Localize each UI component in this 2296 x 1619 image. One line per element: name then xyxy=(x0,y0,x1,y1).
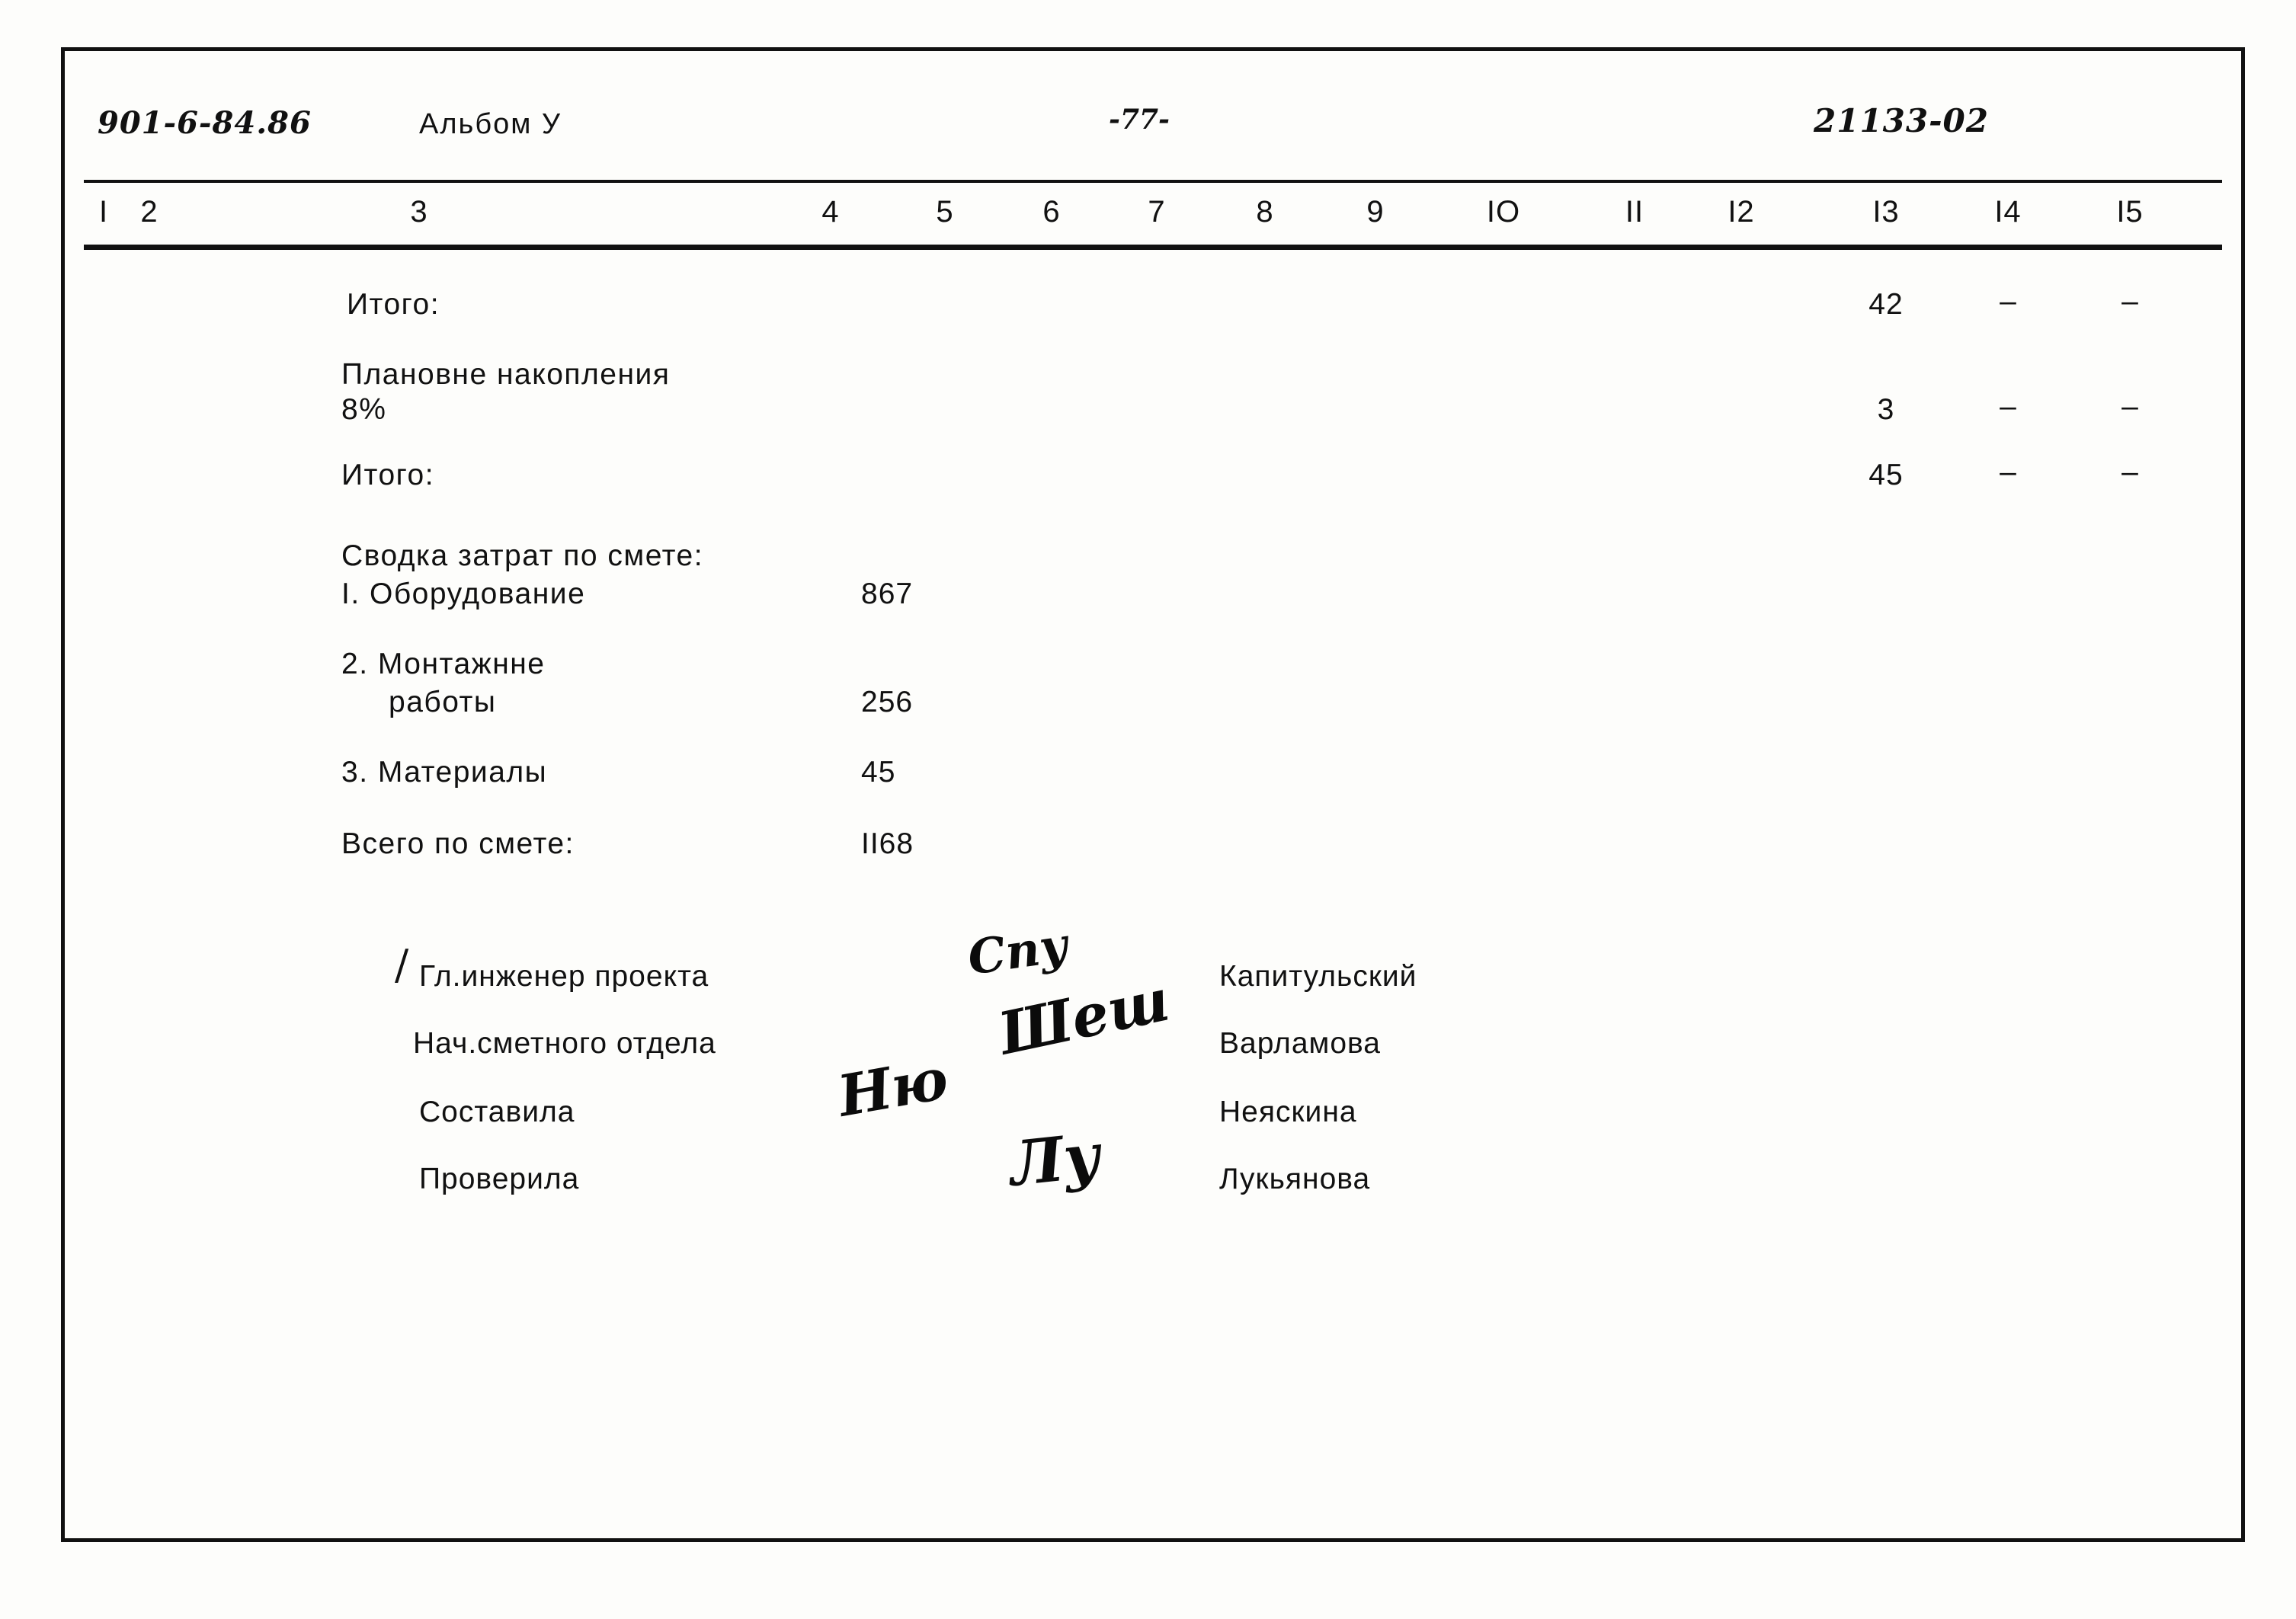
signature-name-estimate-head: Варламова xyxy=(1219,1027,1381,1060)
row-total-2-col13: 45 xyxy=(1869,459,1904,491)
column-header-6: 6 xyxy=(1042,195,1061,229)
signature-role-estimate-head: Нач.сметного отдела xyxy=(413,1027,716,1060)
summary-item-2-label-cont: работы xyxy=(389,686,497,718)
handwritten-signature-estimate-head: Шеш xyxy=(993,965,1175,1068)
page-number: -77- xyxy=(1109,104,1170,136)
column-header-7: 7 xyxy=(1148,195,1166,229)
column-header-11: II xyxy=(1625,195,1644,229)
row-label-total-2: Итого: xyxy=(341,459,435,491)
signature-name-checker: Лукьянова xyxy=(1219,1163,1371,1195)
column-header-4: 4 xyxy=(821,195,840,229)
signature-name-compiler: Неяскина xyxy=(1219,1096,1357,1128)
row-label-total-1: Итого: xyxy=(347,288,440,321)
row-planned-col15: – xyxy=(2121,390,2138,423)
handwritten-signature-chief-engineer: Спу xyxy=(964,917,1071,986)
signature-role-checker: Проверила xyxy=(419,1163,580,1195)
handwritten-signature-checker: Лу xyxy=(1006,1119,1104,1200)
column-header-13: I3 xyxy=(1872,195,1900,229)
column-header-10: IO xyxy=(1486,195,1521,229)
row-total-1-col13: 42 xyxy=(1869,288,1904,321)
row-label-planned-savings-percent: 8% xyxy=(341,393,387,426)
handwritten-signature-compiler: Ню xyxy=(833,1046,953,1130)
signature-role-chief-engineer: Гл.инженер проекта xyxy=(419,960,709,993)
summary-item-3-value: 45 xyxy=(861,756,896,789)
row-total-1-col14: – xyxy=(2000,285,2016,318)
column-header-1: I xyxy=(98,195,109,229)
document-number: 21133-02 xyxy=(1814,102,1989,139)
summary-item-2-value: 256 xyxy=(861,686,914,718)
pen-slash-mark: / xyxy=(395,941,409,989)
column-header-8: 8 xyxy=(1256,195,1274,229)
column-header-12: I2 xyxy=(1728,195,1755,229)
row-planned-col13: 3 xyxy=(1877,393,1895,426)
column-header-5: 5 xyxy=(936,195,954,229)
column-header-2: 2 xyxy=(140,195,159,229)
row-total-2-col15: – xyxy=(2121,456,2138,488)
form-body xyxy=(84,251,2222,1501)
summary-item-2-label: 2. Монтажнне xyxy=(341,648,546,680)
summary-item-1-value: 867 xyxy=(861,578,914,610)
summary-title: Сводка затрат по смете: xyxy=(341,539,704,572)
row-total-2-col14: – xyxy=(2000,456,2016,488)
signature-name-chief-engineer: Капитульский xyxy=(1219,960,1417,993)
summary-item-3-label: 3. Материалы xyxy=(341,756,548,789)
summary-total-value: II68 xyxy=(861,827,914,860)
document-code: 901-6-84.86 xyxy=(98,105,312,141)
page-header xyxy=(84,99,2222,160)
summary-total-label: Всего по смете: xyxy=(341,827,575,860)
album-label: Альбом У xyxy=(419,108,562,140)
summary-item-1-label: I. Оборудование xyxy=(341,578,586,610)
column-header-14: I4 xyxy=(1994,195,2022,229)
column-header-3: 3 xyxy=(410,195,428,229)
row-label-planned-savings: Плановне накопления xyxy=(341,358,671,391)
signature-role-compiler: Составила xyxy=(419,1096,575,1128)
column-header-15: I5 xyxy=(2116,195,2144,229)
row-total-1-col15: – xyxy=(2121,285,2138,318)
column-number-band xyxy=(84,180,2222,250)
row-planned-col14: – xyxy=(2000,390,2016,423)
column-header-9: 9 xyxy=(1366,195,1385,229)
